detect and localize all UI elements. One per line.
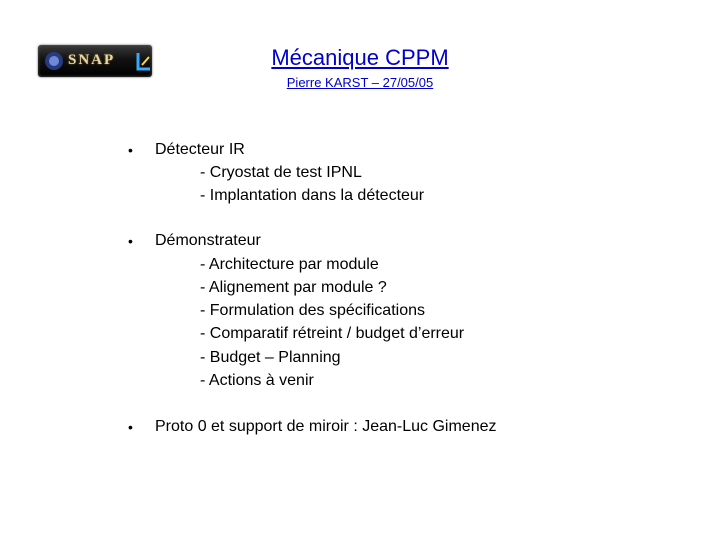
bullet-subitem: - Formulation des spécifications [200, 302, 425, 319]
bullet-heading: Démonstrateur [155, 232, 261, 249]
page-title: Mécanique CPPM [271, 45, 449, 70]
title-block [250, 45, 470, 90]
bullet-subitem: - Actions à venir [200, 372, 314, 389]
snap-logo [38, 45, 152, 77]
bullet-subitem: - Budget – Planning [200, 349, 341, 366]
bullet-subitem: - Cryostat de test IPNL [200, 164, 362, 181]
bullet-marker: • [128, 233, 133, 249]
bullet-heading: Détecteur IR [155, 141, 245, 158]
bullet-heading: Proto 0 et support de miroir : Jean-Luc Gimenez [155, 418, 497, 435]
bullet-marker: • [128, 419, 133, 435]
bullet-subitem: - Comparatif rétreint / budget d’erreur [200, 325, 465, 342]
bullet-subitem: - Alignement par module ? [200, 279, 387, 296]
bullet-subitem: - Architecture par module [200, 256, 379, 273]
page-subtitle: Pierre KARST – 27/05/05 [286, 75, 434, 90]
bullet-marker: • [128, 142, 133, 158]
logo-text: SNAP [68, 52, 116, 68]
bullet-subitem: - Implantation dans la détecteur [200, 187, 425, 204]
